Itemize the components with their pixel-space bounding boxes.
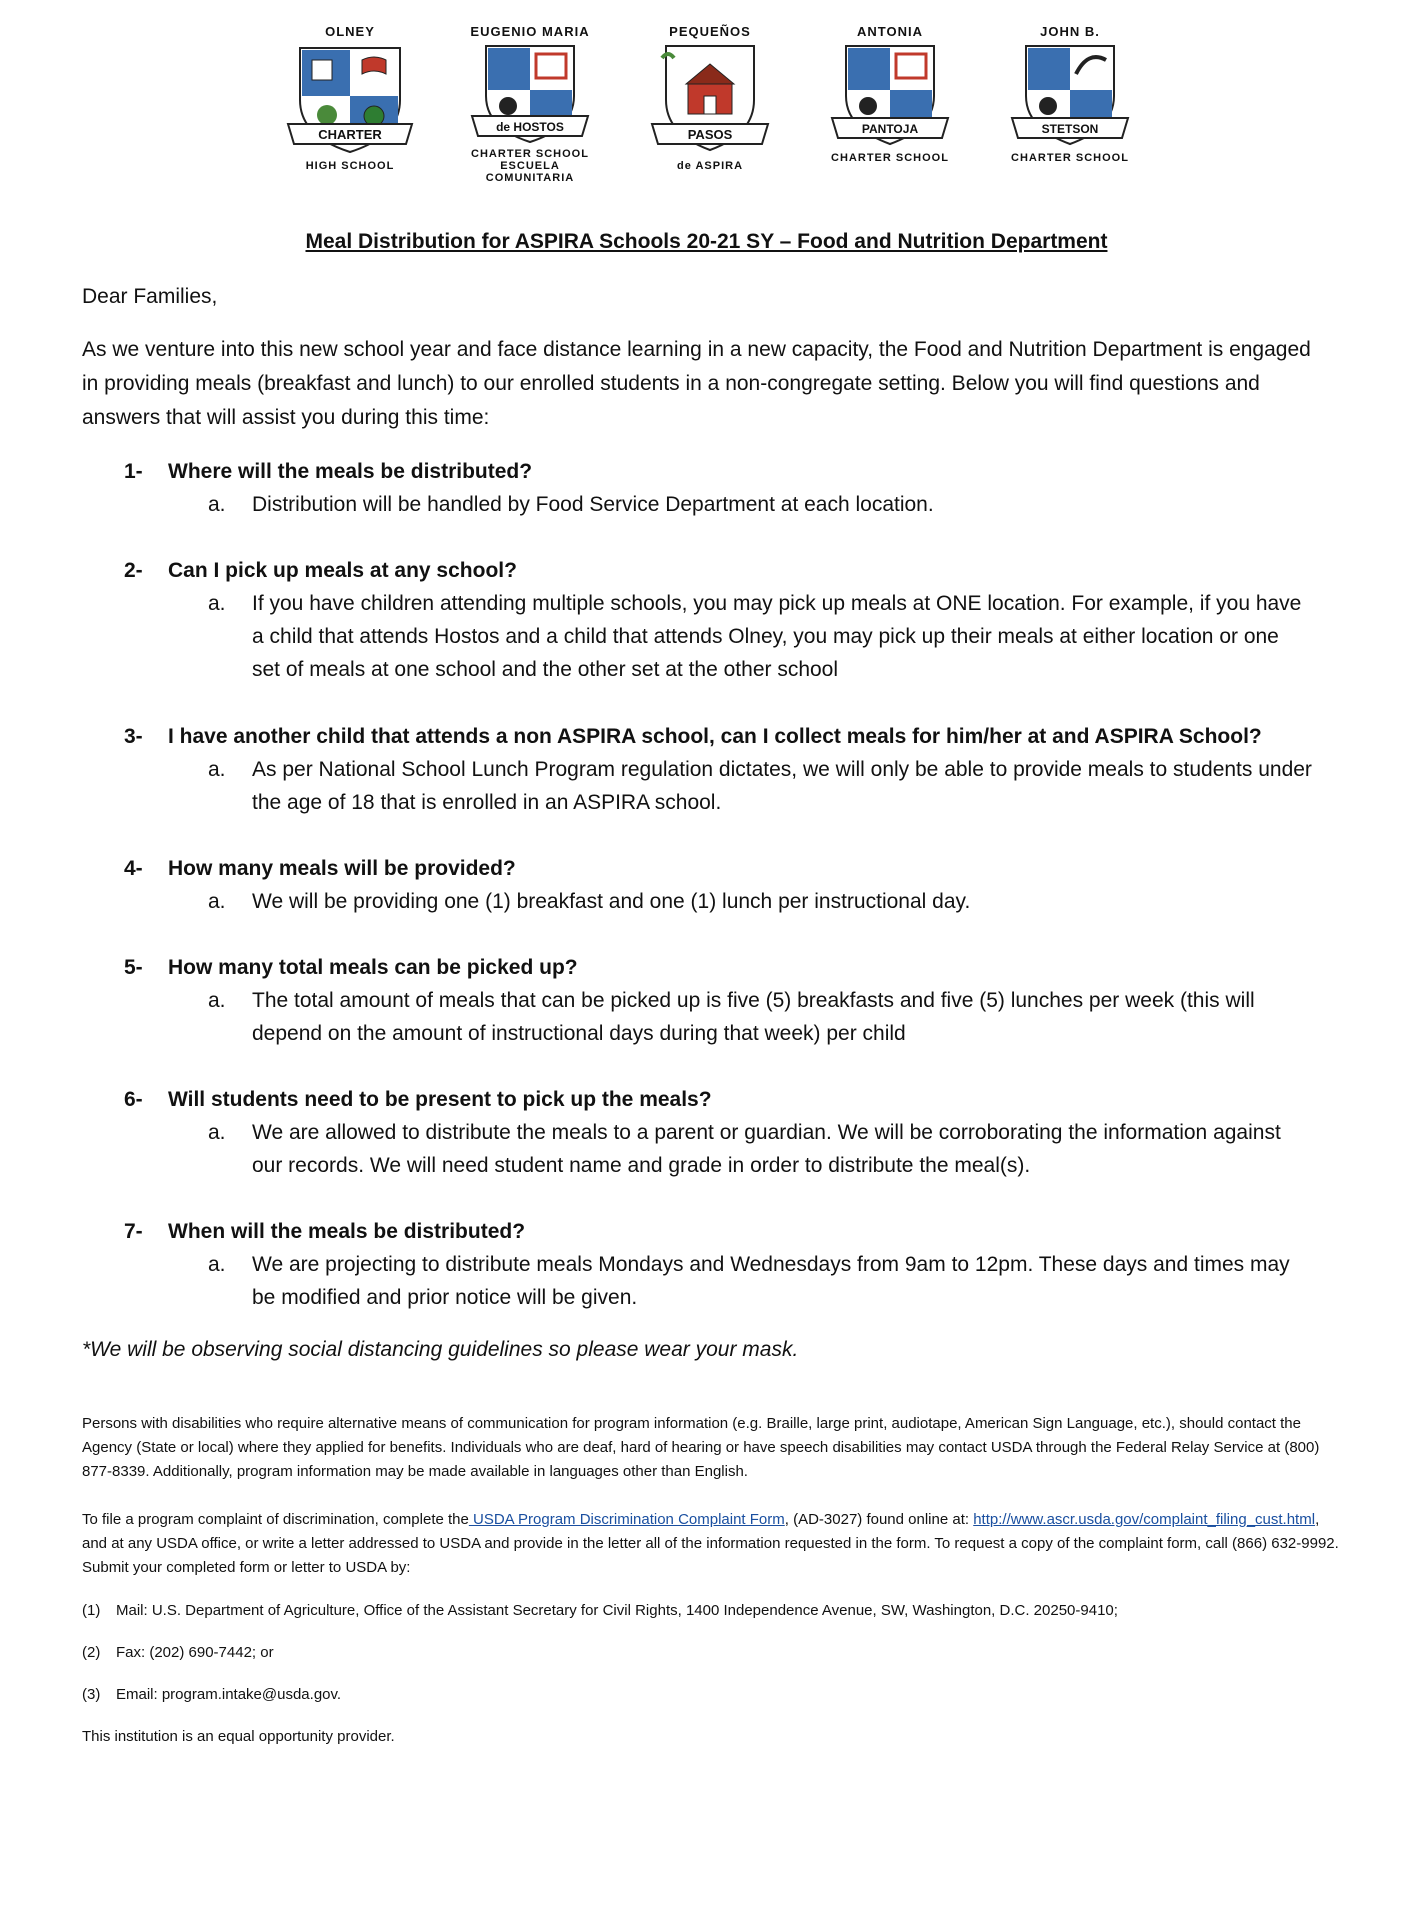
answer-letter: a.	[208, 592, 226, 615]
complaint-text-end: , and at any USDA office, or write a letter addressed to USDA and provide in the letter all of the information requested in the form. To request a copy of the complaint form, call (866) 632-9992. Submit your completed form or letter to USDA by:	[82, 1511, 1339, 1576]
list-text: Email: program.intake@usda.gov.	[116, 1686, 342, 1703]
logo-pantoja	[820, 24, 960, 184]
logo-pasos-subtitle: de ASPIRA	[676, 160, 744, 172]
shield-crest-icon	[282, 40, 418, 160]
equal-opportunity-statement: This institution is an equal opportunity provider.	[82, 1728, 395, 1745]
question-text: How many meals will be provided?	[168, 857, 516, 880]
answer-text: As per National School Lunch Program regulation dictates, we will only be able to provide meals to students under the age of 18 that is enrolled in an ASPIRA school.	[252, 758, 1312, 814]
answer-text: We are allowed to distribute the meals to a parent or guardian. We will be corroborating the information against our records. We will need student name and grade in order to distribute the meal(s).	[252, 1121, 1281, 1177]
qa-item-6	[82, 1083, 1342, 1182]
list-index: (3)	[82, 1686, 101, 1703]
qa-item-7	[82, 1215, 1342, 1314]
question-text: Where will the meals be distributed?	[168, 460, 533, 483]
answer-text: The total amount of meals that can be picked up is five (5) breakfasts and five (5) lunches per week (this will depend on the amount of instructional days during that week) per child	[252, 989, 1255, 1045]
answer-letter: a.	[208, 1121, 226, 1144]
shield-crest-icon	[462, 40, 598, 148]
complaint-url-link[interactable]: http://www.ascr.usda.gov/complaint_filing_cust.html	[973, 1511, 1316, 1528]
shield-crest-icon	[822, 40, 958, 152]
answer-letter: a.	[208, 758, 226, 781]
logo-stetson-subtitle: CHARTER SCHOOL	[1011, 152, 1129, 164]
svg-text:PASOS: PASOS	[687, 127, 733, 142]
answer-letter: a.	[208, 1253, 226, 1276]
logo-hostos-subtitle: CHARTER SCHOOL ESCUELA COMUNITARIA	[471, 148, 589, 184]
shield-crest-icon	[1002, 40, 1138, 152]
answer-text: Distribution will be handled by Food Service Department at each location.	[252, 493, 934, 516]
list-text: Mail: U.S. Department of Agriculture, Office of the Assistant Secretary for Civil Rights, 1400 Independence Avenue, SW, Washington, D.C. 20250-9410;	[116, 1602, 1118, 1619]
answer-letter: a.	[208, 989, 226, 1012]
question-number: 6-	[124, 1088, 143, 1111]
logo-stetson-name: JOHN B.	[1040, 24, 1100, 39]
list-item	[82, 1641, 1342, 1665]
greeting: Dear Families,	[82, 285, 218, 308]
logo-olney-subtitle: HIGH SCHOOL	[305, 160, 395, 172]
list-index: (1)	[82, 1602, 101, 1619]
qa-item-2	[82, 554, 1342, 686]
mask-note: *We will be observing social distancing guidelines so please wear your mask.	[82, 1338, 799, 1361]
list-item	[82, 1683, 1342, 1707]
list-text: Fax: (202) 690-7442; or	[116, 1644, 274, 1661]
logo-hostos-name: EUGENIO MARIA	[470, 24, 590, 39]
question-number: 7-	[124, 1220, 143, 1243]
question-text: How many total meals can be picked up?	[168, 956, 578, 979]
logo-olney-name: OLNEY	[325, 24, 375, 39]
question-number: 1-	[124, 460, 143, 483]
question-number: 2-	[124, 559, 143, 582]
answer-letter: a.	[208, 890, 226, 913]
intro-paragraph: As we venture into this new school year and face distance learning in a new capacity, the Food and Nutrition Department is engaged in providing meals (breakfast and lunch) to our enrolled students in a non-congregate setting. Below you will find questions and answers that will assist you during this time:	[82, 338, 1311, 429]
svg-text:de HOSTOS: de HOSTOS	[496, 120, 564, 134]
question-number: 4-	[124, 857, 143, 880]
question-text: Can I pick up meals at any school?	[168, 559, 517, 582]
svg-text:PANTOJA: PANTOJA	[861, 122, 919, 136]
logo-pasos	[640, 24, 780, 184]
complaint-text-start: To file a program complaint of discrimination, complete the	[82, 1511, 469, 1528]
qa-item-4	[82, 852, 1342, 918]
complaint-paragraph	[82, 1508, 1342, 1580]
qa-item-3	[82, 720, 1342, 819]
question-number: 3-	[124, 725, 143, 748]
document-title: Meal Distribution for ASPIRA Schools 20-21 SY – Food and Nutrition Department	[305, 230, 1108, 253]
question-text: Will students need to be present to pick up the meals?	[168, 1088, 712, 1111]
question-text: I have another child that attends a non ASPIRA school, can I collect meals for him/her at and ASPIRA School?	[168, 725, 1262, 748]
question-text: When will the meals be distributed?	[168, 1220, 526, 1243]
logo-hostos	[460, 24, 600, 184]
logo-olney	[280, 24, 420, 184]
complaint-form-link[interactable]: USDA Program Discrimination Complaint Form	[468, 1511, 785, 1528]
shield-crest-icon	[642, 40, 778, 160]
logo-stetson	[1000, 24, 1140, 184]
submission-list	[82, 1599, 1342, 1749]
complaint-text-middle: , (AD-3027) found online at:	[784, 1511, 974, 1528]
answer-text: If you have children attending multiple schools, you may pick up meals at ONE location. For example, if you have a child that attends Hostos and a child that attends Olney, you may pick up their meals at either location or one set of meals at one school and the other set at the other school	[252, 592, 1302, 681]
school-logos	[280, 24, 1140, 184]
list-item	[82, 1599, 1342, 1623]
logo-pantoja-name: ANTONIA	[857, 24, 923, 39]
list-index: (2)	[82, 1644, 101, 1661]
answer-text: We are projecting to distribute meals Mondays and Wednesdays from 9am to 12pm. These days and times may be modified and prior notice will be given.	[252, 1253, 1290, 1309]
question-number: 5-	[124, 956, 143, 979]
disability-notice: Persons with disabilities who require alternative means of communication for program information (e.g. Braille, large print, audiotape, American Sign Language, etc.), should contact the Agency (State or local) where they applied for benefits. Individuals who are deaf, hard of hearing or have speech disabilities may contact USDA through the Federal Relay Service at (800) 877-8339. Additionally, program information may be made available in languages other than English.	[82, 1415, 1320, 1480]
svg-text:STETSON: STETSON	[1041, 122, 1099, 136]
logo-pantoja-subtitle: CHARTER SCHOOL	[831, 152, 949, 164]
logo-pasos-name: PEQUEÑOS	[669, 24, 751, 39]
qa-item-1	[82, 455, 1342, 521]
answer-text: We will be providing one (1) breakfast and one (1) lunch per instructional day.	[252, 890, 971, 913]
answer-letter: a.	[208, 493, 226, 516]
qa-item-5	[82, 951, 1342, 1050]
svg-text:CHARTER: CHARTER	[318, 127, 382, 142]
